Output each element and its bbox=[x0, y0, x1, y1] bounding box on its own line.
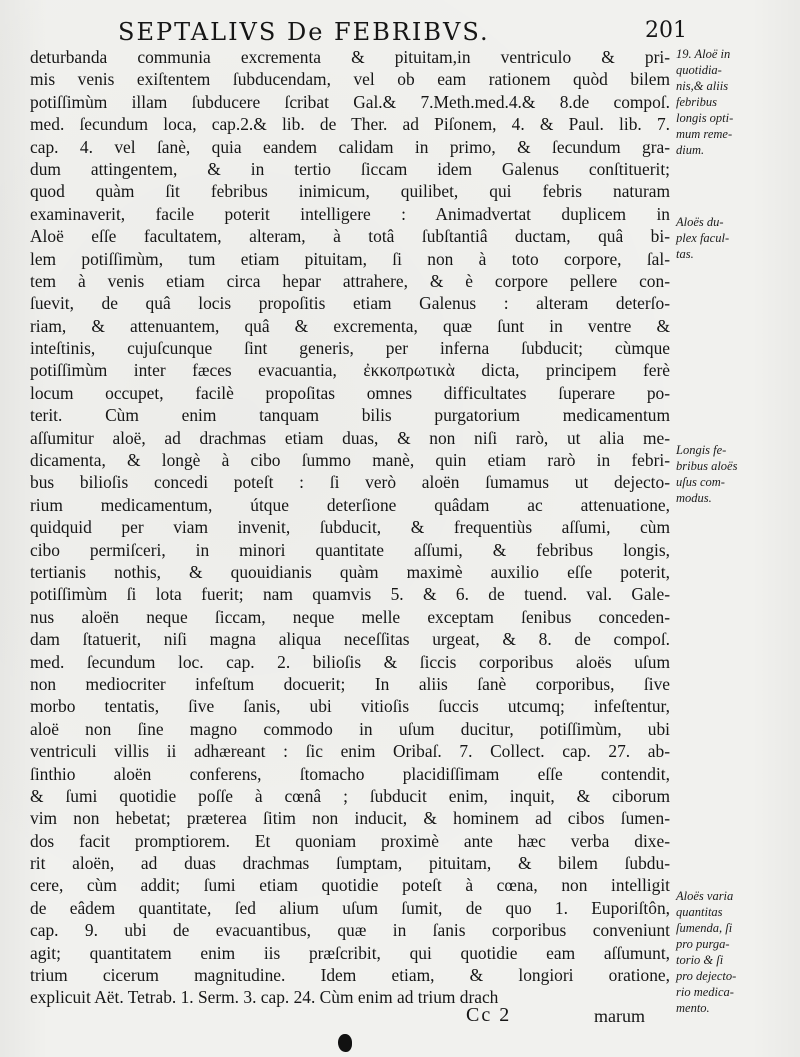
catchword: marum bbox=[594, 1006, 645, 1026]
text-line: ſinthio aloën conferens, ſtomacho placidiſſimam eſſe contendit, bbox=[30, 763, 670, 784]
text-line: & ſumi quotidie poſſe à cœnâ ; ſubducit enim, inquit, & ciborum bbox=[30, 785, 670, 806]
margin-note-line: dium. bbox=[676, 143, 705, 157]
margin-note-line: longis opti- bbox=[676, 111, 734, 125]
margin-note-aloe-faculties bbox=[676, 214, 796, 262]
text-line: deturbanda communia excrementa & pituitam,in ventriculo & pri- bbox=[30, 47, 670, 67]
text-line: aloë non ſine magno commodo in uſum ducitur, potiſſimùm, ubi bbox=[30, 718, 670, 739]
text-line: de eâdem quantitate, ſed alium uſum ſumit, de quo 1. Euporiſtôn, bbox=[30, 897, 670, 918]
margin-note-line: 19. Aloë in bbox=[676, 47, 731, 61]
text-line: inteſtinis, cujuſcunque ſint generis, per inferna ſubducit; cùmque bbox=[30, 338, 670, 359]
margin-note-line: bribus aloës bbox=[676, 459, 738, 473]
text-line: dicamenta, & longè à cibo ſummo manè, quin etiam rarò in febri- bbox=[30, 450, 670, 471]
text-line: lem potiſſimùm, tum etiam pituitam, ſi non à toto corpore, ſal- bbox=[30, 248, 670, 269]
text-line: nus aloën neque ſiccam, neque melle exceptam ſenibus conceden- bbox=[30, 606, 670, 627]
text-line: dam ſtatuerit, niſi magna aliqua neceſſitas urgeat, & 8. de compoſ. bbox=[30, 629, 670, 650]
text-line: quod quàm ſit febribus inimicum, quilibet, qui febris naturam bbox=[30, 181, 670, 202]
text-line: agit; quantitatem enim iis præſcribit, qui quotidie eam aſſumunt, bbox=[30, 942, 670, 963]
margin-note-line: quotidia- bbox=[676, 63, 722, 77]
text-line: dos facit promptiorem. Et quoniam proximè ante hæc verba dixe- bbox=[30, 830, 670, 851]
margin-note-aloe-usage bbox=[676, 442, 796, 506]
text-line: aſſumitur aloë, ad drachmas etiam duas, & non niſi rarò, ut alia me- bbox=[30, 427, 670, 448]
running-head: SEPTALIVS De FEBRIBVS. bbox=[118, 18, 490, 46]
page-number: 201 bbox=[645, 18, 687, 43]
margin-note-line: Aloës du- bbox=[676, 215, 724, 229]
margin-note-line: mento. bbox=[676, 1001, 710, 1015]
text-line: riam, & attenuantem, quâ & excrementa, quæ ſunt in ventre & bbox=[30, 315, 670, 336]
text-line: tertianis nothis, & quouidianis quàm maximè auxilio eſſe poterit, bbox=[30, 561, 670, 582]
text-line: non mediocriter infeſtum docuerit; In aliis ſanè corporibus, ſive bbox=[30, 673, 670, 694]
margin-note-line: mum reme- bbox=[676, 127, 733, 141]
text-line: tem à venis etiam circa hepar attrahere, & è corpore pellere con- bbox=[30, 270, 670, 291]
margin-note-line: modus. bbox=[676, 491, 712, 505]
margin-note-line: Longis fe- bbox=[676, 443, 727, 457]
text-line: terit. Cùm enim tanquam bilis purgatorium medicamentum bbox=[30, 405, 670, 426]
margin-note-line: uſus com- bbox=[676, 475, 725, 489]
text-line: rium medicamentum, útque deterſione quâdam ac attenuatione, bbox=[30, 494, 670, 515]
text-line: Aloë eſſe facultatem, alteram, à totâ ſubſtantiâ ductam, quâ bi- bbox=[30, 226, 670, 247]
text-line: mis venis exiſtentem ſubducendam, vel ob eam rationem quòd bilem bbox=[30, 69, 670, 90]
text-line: cap. 4. vel ſanè, quia eandem calidam in primo, & ſecundum gra- bbox=[30, 136, 670, 157]
text-line: med. ſecundum loc. cap. 2. bilioſis & ſiccis corporibus aloës uſum bbox=[30, 651, 670, 672]
margin-note-aloe-quantity bbox=[676, 888, 796, 1016]
text-line: cibo permiſceri, in minori quantitate aſſumi, & febribus longis, bbox=[30, 539, 670, 560]
text-line: cap. 9. ubi de evacuantibus, quæ in ſanis corporibus conveniunt bbox=[30, 920, 670, 941]
text-line: med. ſecundum loca, cap.2.& lib. de Ther. ad Piſonem, 4. & Paul. lib. 7. bbox=[30, 114, 670, 135]
text-line: dum attingentem, & in tertio ſiccam idem Galenus conſtituerit; bbox=[30, 158, 670, 179]
margin-note-line: nis,& aliis bbox=[676, 79, 729, 93]
margin-note-line: febribus bbox=[676, 95, 717, 109]
text-line: quidquid per viam invenit, ſubducit, & frequentiùs aſſumi, cùm bbox=[30, 517, 670, 538]
text-line: morbo tentatis, ſive ſanis, ubi vitioſis ſuccis utcumq; infeſtentur, bbox=[30, 696, 670, 717]
signature-mark: Cc 2 bbox=[466, 1004, 512, 1026]
margin-note-line: ſumenda, ſi bbox=[676, 921, 733, 935]
main-text-block bbox=[30, 46, 670, 1009]
text-line: potiſſimùm inter fæces evacuantia, ἐκκοπρωτικὰ dicta, principem ferè bbox=[30, 360, 670, 381]
margin-note-aloe-remedy bbox=[676, 46, 796, 158]
text-line: cere, cùm addit; ſumi etiam quotidie poteſt à cœna, non intelligit bbox=[30, 875, 670, 896]
margin-note-line: Aloës varia bbox=[676, 889, 734, 903]
text-line: explicuit Aët. Tetrab. 1. Serm. 3. cap. 24. Cùm enim ad trium drach bbox=[30, 987, 499, 1008]
text-line: potiſſimùm ſi lota fuerit; nam quamvis 5. & 6. de tuend. val. Gale- bbox=[30, 584, 670, 605]
margin-note-line: plex facul- bbox=[676, 231, 730, 245]
margin-note-line: quantitas bbox=[676, 905, 723, 919]
margin-note-line: torio & ſi bbox=[676, 953, 724, 967]
text-line: potiſſimùm illam ſubducere ſcribat Gal.& 7.Meth.med.4.& 8.de compoſ. bbox=[30, 91, 670, 112]
text-line: ſuevit, de quâ locis propoſitis etiam Galenus : alteram deterſo- bbox=[30, 293, 670, 314]
text-line: rit aloën, ad duas drachmas ſumptam, pituitam, & bilem ſubdu- bbox=[30, 853, 670, 874]
ink-blot bbox=[338, 1034, 352, 1052]
text-line: vim non hebetat; præterea ſitim non inducit, & hominem ad cibos ſumen- bbox=[30, 808, 670, 829]
text-line: locum occupet, facilè propoſitas omnes difficultates ſuperare po- bbox=[30, 382, 670, 403]
text-line: examinaverit, facile poterit intelligere : Animadvertat duplicem in bbox=[30, 203, 670, 224]
margin-note-line: rio medica- bbox=[676, 985, 734, 999]
margin-note-line: pro purga- bbox=[676, 937, 730, 951]
text-line: trium cicerum magnitudine. Idem etiam, & longiori oratione, bbox=[30, 965, 670, 986]
margin-note-line: pro dejecto- bbox=[676, 969, 737, 983]
margin-note-line: tas. bbox=[676, 247, 694, 261]
text-line: bus bilioſis concedi poteſt : ſi verò aloën ſumamus ut dejecto- bbox=[30, 472, 670, 493]
text-line: ventriculi villis ii adhæreant : ſic enim Oribaſ. 7. Collect. cap. 27. ab- bbox=[30, 741, 670, 762]
